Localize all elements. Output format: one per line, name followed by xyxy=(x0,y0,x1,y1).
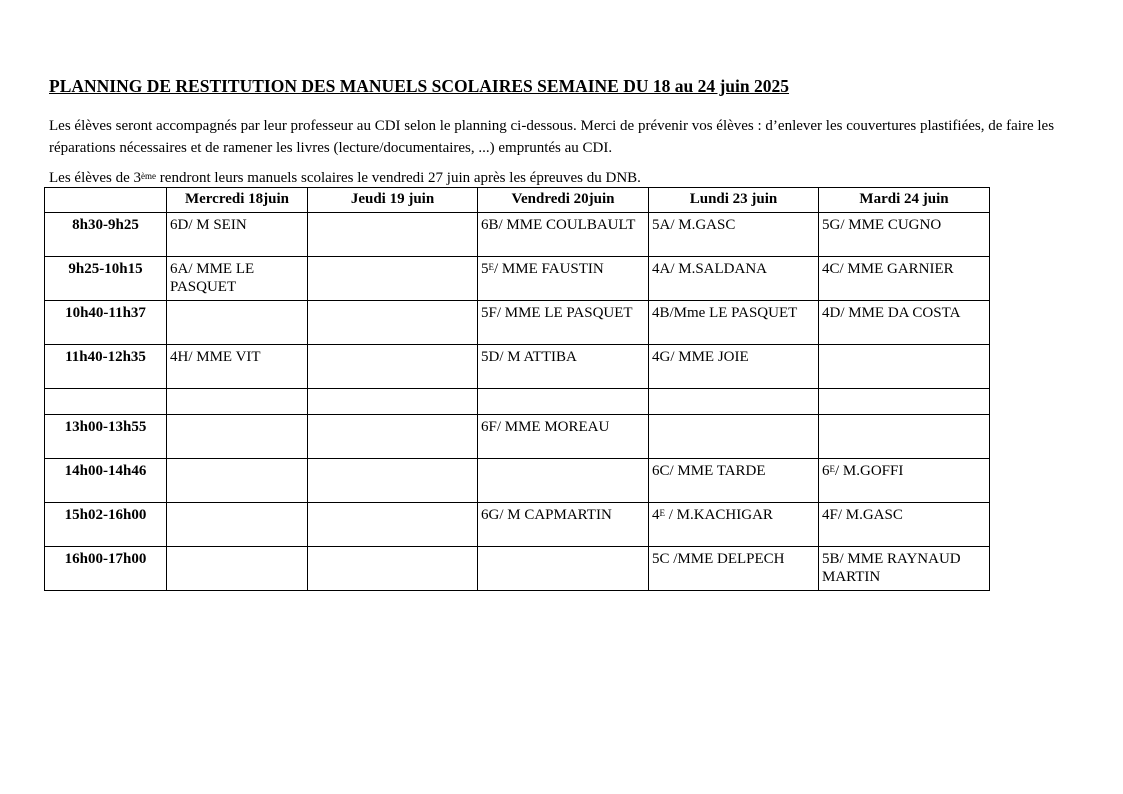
class-slot-cell xyxy=(308,389,478,415)
table-row xyxy=(45,547,990,591)
class-slot-cell: 4H/ MME VIT xyxy=(167,345,308,389)
class-slot-cell: 5F/ MME LE PASQUET xyxy=(478,301,649,345)
table-row xyxy=(45,389,990,415)
table-row xyxy=(45,257,990,301)
class-slot-cell xyxy=(308,503,478,547)
table-row xyxy=(45,415,990,459)
class-slot-cell xyxy=(308,415,478,459)
class-slot-cell xyxy=(308,301,478,345)
class-slot-cell xyxy=(308,345,478,389)
class-slot-cell xyxy=(819,459,990,503)
class-slot-cell: 4C/ MME GARNIER xyxy=(819,257,990,301)
class-slot-cell xyxy=(819,389,990,415)
planning-body xyxy=(45,213,990,591)
note-text-before: Les élèves de 3 xyxy=(49,170,142,186)
cell-text-pre: 4 xyxy=(652,507,660,523)
class-slot-cell xyxy=(167,415,308,459)
class-slot-cell xyxy=(478,257,649,301)
note-text-after: rendront leurs manuels scolaires le vendredi 27 juin après les épreuves du DNB. xyxy=(156,170,641,186)
header-cell-monday: Lundi 23 juin xyxy=(649,188,819,213)
table-row xyxy=(45,301,990,345)
table-row xyxy=(45,503,990,547)
class-slot-cell xyxy=(649,503,819,547)
time-slot-cell: 9h25-10h15 xyxy=(45,257,167,301)
header-cell-tuesday: Mardi 24 juin xyxy=(819,188,990,213)
time-slot-cell: 11h40-12h35 xyxy=(45,345,167,389)
class-slot-cell xyxy=(649,389,819,415)
class-slot-cell xyxy=(649,415,819,459)
cell-text-pre: 6 xyxy=(822,463,830,479)
class-slot-cell: 4F/ M.GASC xyxy=(819,503,990,547)
class-slot-cell: 4B/Mme LE PASQUET xyxy=(649,301,819,345)
time-slot-cell: 8h30-9h25 xyxy=(45,213,167,257)
planning-table xyxy=(44,187,990,591)
class-slot-cell: 6C/ MME TARDE xyxy=(649,459,819,503)
class-slot-cell: 6A/ MME LE PASQUET xyxy=(167,257,308,301)
class-slot-cell xyxy=(167,459,308,503)
table-row xyxy=(45,459,990,503)
cell-text-sup: E xyxy=(488,262,494,272)
intro-paragraph: Les élèves seront accompagnés par leur professeur au CDI selon le planning ci-dessous. Merci de prévenir vos élèves : d’enlever les couvertures plastifiées, de faire les réparations nécessaires et de ramener les livres (lecture/documentaires, ...) empruntés au CDI. xyxy=(49,118,1055,156)
header-row xyxy=(45,188,990,213)
header-cell-time xyxy=(45,188,167,213)
class-slot-cell: 6D/ M SEIN xyxy=(167,213,308,257)
time-slot-cell: 14h00-14h46 xyxy=(45,459,167,503)
class-slot-cell xyxy=(167,503,308,547)
class-slot-cell: 6B/ MME COULBAULT xyxy=(478,213,649,257)
time-slot-cell: 15h02-16h00 xyxy=(45,503,167,547)
class-slot-cell xyxy=(167,547,308,591)
time-slot-cell: 16h00-17h00 xyxy=(45,547,167,591)
class-slot-cell xyxy=(167,389,308,415)
class-slot-cell xyxy=(478,389,649,415)
class-slot-cell xyxy=(819,345,990,389)
class-slot-cell xyxy=(308,257,478,301)
header-cell-thursday: Jeudi 19 juin xyxy=(308,188,478,213)
time-slot-cell: 13h00-13h55 xyxy=(45,415,167,459)
class-slot-cell: 4G/ MME JOIE xyxy=(649,345,819,389)
cell-text-sup: E xyxy=(659,508,665,518)
class-slot-cell xyxy=(308,459,478,503)
time-slot-cell xyxy=(45,389,167,415)
class-slot-cell xyxy=(308,213,478,257)
cell-text-pre: 5 xyxy=(481,261,489,277)
class-slot-cell: 6F/ MME MOREAU xyxy=(478,415,649,459)
class-slot-cell xyxy=(167,301,308,345)
time-slot-cell: 10h40-11h37 xyxy=(45,301,167,345)
class-slot-cell: 6G/ M CAPMARTIN xyxy=(478,503,649,547)
note-paragraph xyxy=(49,169,641,187)
class-slot-cell: 5B/ MME RAYNAUD MARTIN xyxy=(819,547,990,591)
class-slot-cell: 4D/ MME DA COSTA xyxy=(819,301,990,345)
page-title: PLANNING DE RESTITUTION DES MANUELS SCOLAIRES SEMAINE DU 18 au 24 juin 2025 xyxy=(49,76,790,96)
cell-text-post: / M.GOFFI xyxy=(835,463,904,479)
header-cell-wednesday: Mercredi 18juin xyxy=(167,188,308,213)
class-slot-cell: 4A/ M.SALDANA xyxy=(649,257,819,301)
class-slot-cell xyxy=(308,547,478,591)
header-cell-friday: Vendredi 20juin xyxy=(478,188,649,213)
class-slot-cell xyxy=(819,415,990,459)
table-row xyxy=(45,213,990,257)
class-slot-cell: 5A/ M.GASC xyxy=(649,213,819,257)
class-slot-cell: 5D/ M ATTIBA xyxy=(478,345,649,389)
class-slot-cell: 5C /MME DELPECH xyxy=(649,547,819,591)
table-row xyxy=(45,345,990,389)
class-slot-cell: 5G/ MME CUGNO xyxy=(819,213,990,257)
class-slot-cell xyxy=(478,547,649,591)
cell-text-post: / MME FAUSTIN xyxy=(494,261,604,277)
note-superscript: ème xyxy=(141,171,157,181)
cell-text-sup: E xyxy=(829,464,835,474)
class-slot-cell xyxy=(478,459,649,503)
cell-text-post: / M.KACHIGAR xyxy=(665,507,773,523)
